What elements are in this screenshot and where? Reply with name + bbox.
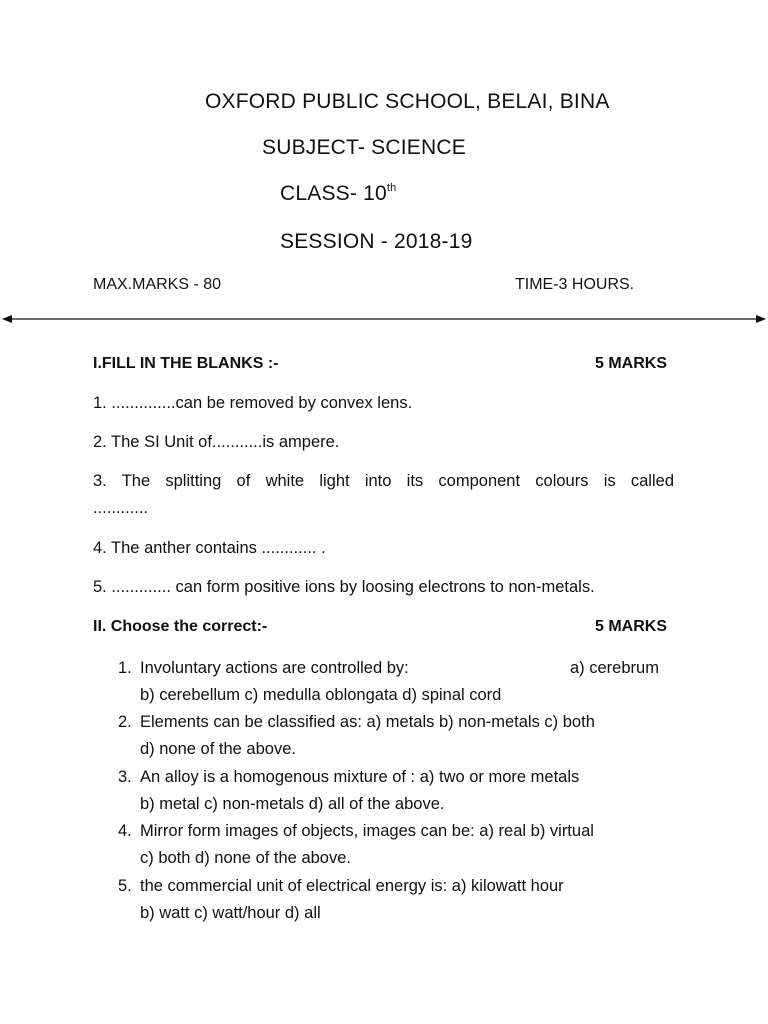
section1-marks: 5 MARKS [595,355,668,372]
mcq-options: b) cerebellum c) medulla oblongata d) spinal cord [140,686,502,704]
class-superscript: th [386,182,397,194]
fill-question-2: 2. The SI Unit of...........is ampere. [93,433,340,451]
right-arrowhead-icon [756,315,766,323]
mcq-question: An alloy is a homogenous mixture of : a) two or more metals [140,768,580,786]
class-label: CLASS- 10 [280,182,387,205]
left-arrowhead-icon [2,315,12,323]
fill-question-3: 3. The splitting of white light into its component colours is called [93,472,674,490]
fill-question-1: 1. ..............can be removed by convex lens. [93,394,413,412]
mcq-item: 2. Elements can be classified as: a) metals b) non-metals c) both d) none of the above. [118,713,595,758]
mcq-item: 5. the commercial unit of electrical energy is: a) kilowatt hour b) watt c) watt/hour d) all [118,877,564,922]
mcq-options: c) both d) none of the above. [140,849,351,867]
school-name: OXFORD PUBLIC SCHOOL, BELAI, BINA [205,90,610,113]
mcq-question: Elements can be classified as: a) metals b) non-metals c) both [140,713,595,731]
mcq-options: b) metal c) non-metals d) all of the above. [140,795,445,813]
mcq-question: the commercial unit of electrical energy is: a) kilowatt hour [140,877,564,895]
time-duration: TIME-3 HOURS. [515,276,635,293]
mcq-option-right: a) cerebrum [570,659,659,677]
mcq-options: d) none of the above. [140,740,296,758]
mcq-options: b) watt c) watt/hour d) all [140,904,321,922]
section2-title: II. Choose the correct:- [93,618,268,635]
fill-question-4: 4. The anther contains ............ . [93,539,326,557]
fill-question-3-blank: ............ [93,499,149,517]
max-marks: MAX.MARKS - 80 [93,276,222,293]
subject-line: SUBJECT- SCIENCE [262,136,466,159]
mcq-item: 3. An alloy is a homogenous mixture of : a) two or more metals b) metal c) non-metals d) all of the above. [118,768,580,813]
class-line [280,182,396,206]
header-divider [0,312,768,326]
mcq-question: Involuntary actions are controlled by: [140,659,409,677]
mcq-item: 4. Mirror form images of objects, images can be: a) real b) virtual c) both d) none of the above. [118,822,594,867]
section1-title: I.FILL IN THE BLANKS :- [93,355,279,372]
mcq-item: 1. Involuntary actions are controlled by: a) cerebrum b) cerebellum c) medulla oblongata d) spinal cord [140,655,674,709]
section2-marks: 5 MARKS [595,618,668,635]
session-line: SESSION - 2018-19 [280,230,473,253]
mcq-question: Mirror form images of objects, images can be: a) real b) virtual [140,822,594,840]
fill-question-5: 5. ............. can form positive ions by loosing electrons to non-metals. [93,578,595,596]
